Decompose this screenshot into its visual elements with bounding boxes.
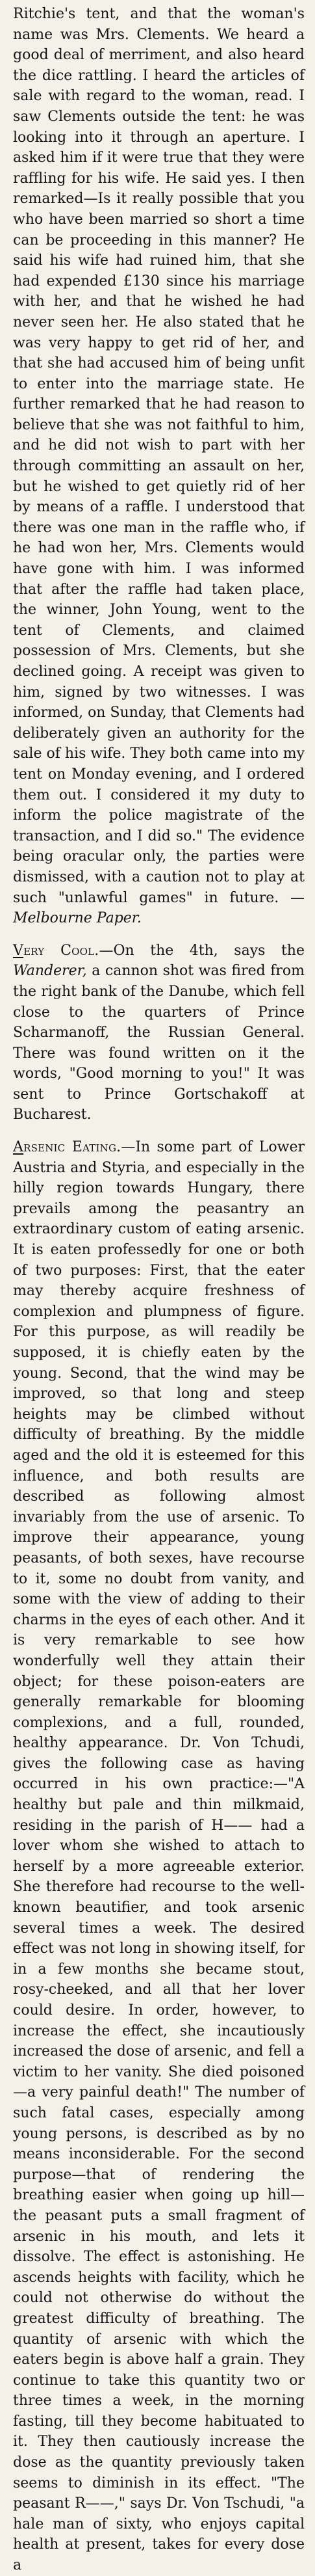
article-heading [13,943,99,959]
article-heading [13,1139,121,1155]
article-text: —In some part of Lower Austria and Styria, and especially in the hilly region towards Hungary, there prevails among the peasantry an extraordinary custom of eating arsenic. It is eaten professedly for one or both of two purposes: First, that the eater may thereby acquire freshness of complexion and plumpness of figure. For this purpose, as will readily be supposed, it is chiefly eaten by the young. Second, that the wind may be improved, so that long and steep heights may be climbed without difficulty of breathing. By the middle aged and the old it is esteemed for this influence, and both results are described as following almost invariably from the use of arsenic. To improve their appearance, young peasants, of both sexes, have recourse to it, some no doubt from vanity, and some with the view of adding to their charms in the eyes of each other. And it is very remarkable to see how wonderfully well they attain their object; for these poison-eaters are generally remarkable for blooming complexions, and a full, rounded, healthy appearance. Dr. Von Tchudi, gives the following case as having occurred in his own practice:—"A healthy but pale and thin milkmaid, residing in the parish of H—— had a lover whom she wished to attach to herself by a more agreeable exterior. She therefore had recourse to the well-known beautifier, and took arsenic several times a week. The desired effect was not long in showing itself, for in a few months she became stout, rosy-cheeked, and all that her lover could desire. In order, however, to increase the effect, she incautiously increased the dose of arsenic, and fell a victim to her vanity. She died poisoned—a very painful death!" The number of such fatal cases, especially among young persons, is described as by no means inconsiderable. For the second purpose—that of rendering the breathing easier when going up hill—the peasant puts a small fragment of arsenic in his mouth, and lets it dissolve. The effect is astonishing. He ascends heights with facility, which he could not otherwise do without the greatest difficulty of breathing. The quantity of arsenic with which the eaters begin is above half a grain. They continue to take this quantity two or three times a week, in the morning fasting, till they become habituated to it. They then cautiously increase the dose as the quantity previously taken seems to diminish in its effect. "The peasant R——," says Dr. Von Tschudi, "a hale man of sixty, who enjoys capital health at present, takes for every dose a [13,1139,305,2574]
article-body [13,1137,305,2576]
heading-initial: A [13,1139,24,1156]
ship-name: Wanderer, [13,963,87,980]
article-very-cool [13,941,305,1125]
heading-initial: V [13,942,24,959]
article-text: Ritchie's tent, and that the woman's name was Mrs. Clements. We heard a good deal of merriment, and also heard the dice rattling. I heard the articles of sale with regard to the woman, read. I saw Clements outside the tent: he was looking into it through an aperture. I asked him if it were true that they were raffling for his wife. He said yes. I then remarked—Is it really possible that you who have been married so short a time can be proceeding in this manner? He said his wife had ruined him, that she had expended £130 since his marriage with her, and that he wished he had never seen her. He also stated that he was very happy to get rid of her, and that she had accused him of being unfit to enter into the marriage state. He further remarked that he had reason to believe that she was not faithful to him, and he did not wish to part with her through committing an assault on her, but he wished to get quietly rid of her by means of a raffle. I understood that there was one man in the raffle who, if he had won her, Mrs. Clements would have gone with him. I was informed that after the raffle had taken place, the winner, John Young, went to the tent of Clements, and claimed possession of Mrs. Clements, but she declined going. A receipt was given to him, signed by two witnesses. I was informed, on Sunday, that Clements had deliberately given an authority for the sale of his wife. They both came into my tent on Monday evening, and I ordered them out. I considered it my duty to inform the police magistrate of the transaction, and I did so." The evidence being oracular only, the parties were dismissed, with a caution not to play at such "unlawful games" in future. [13,6,305,906]
heading-rest: ery Cool. [23,942,99,959]
article-body [13,4,305,929]
article-arsenic-eating [13,1137,305,2576]
heading-rest: rsenic Eating. [23,1139,121,1156]
article-raffle-wife [13,4,305,929]
article-text-continued: a cannon shot was fired from the right bank of the Danube, which fell close to the quarters of Prince Scharmanoff, the Russian General. There was found written on it the words, "Good morning to you!" It was sent to Prince Gortschakoff at Bucharest. [13,963,305,1123]
article-text: —On the 4th, says the [99,942,305,959]
article-body [13,941,305,1125]
article-source: —Melbourne Paper. [13,889,305,927]
